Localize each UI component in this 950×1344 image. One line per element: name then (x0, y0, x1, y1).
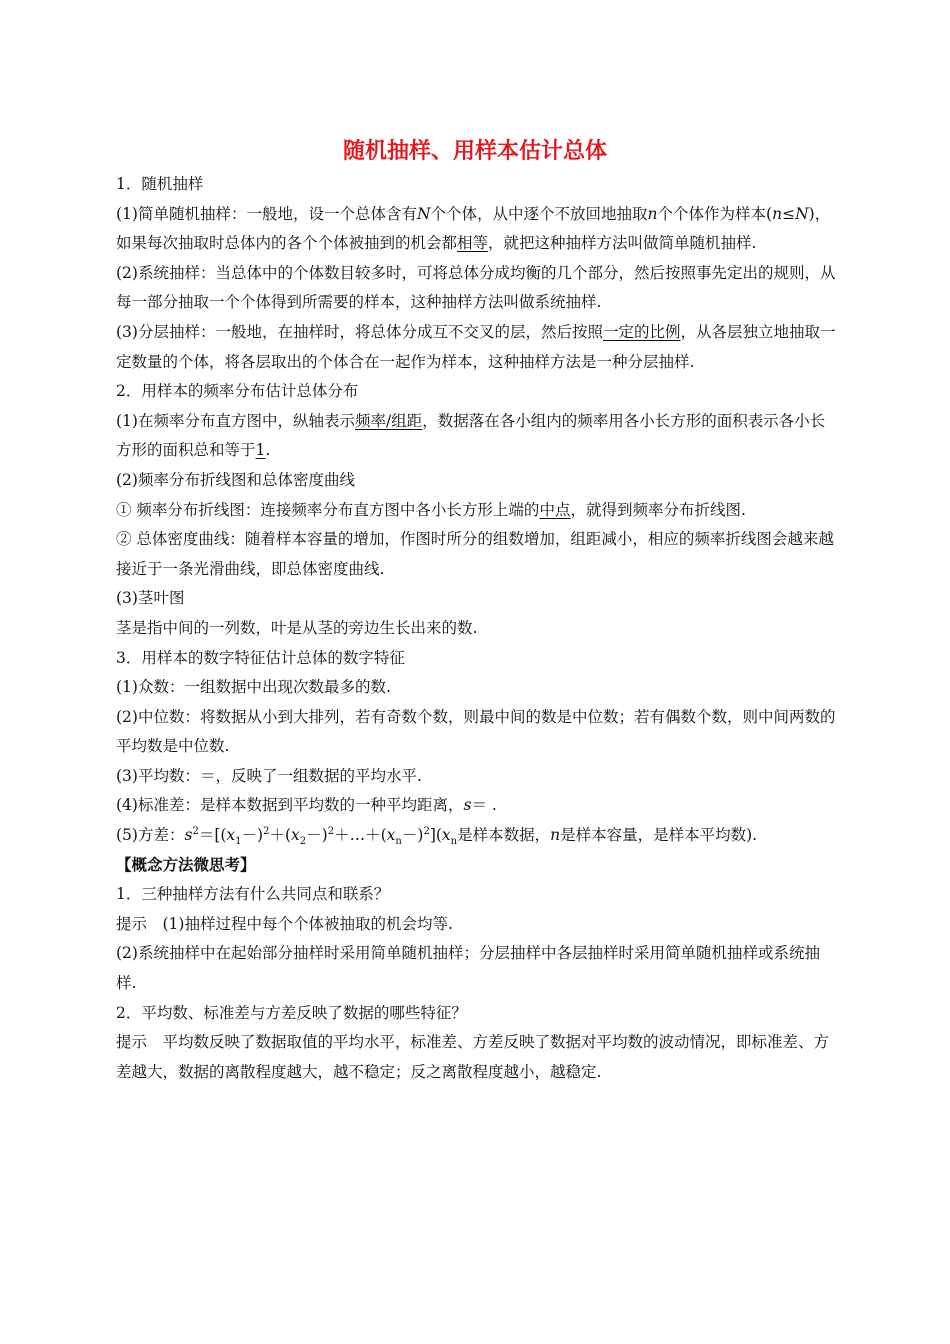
var-n: n (647, 204, 658, 223)
question-2: 2．平均数、标准差与方差反映了数据的哪些特征？ (116, 1003, 467, 1022)
text: －) (306, 826, 328, 845)
answer-1: 提示 (1)抽样过程中每个个体被抽取的机会均等. (116, 914, 453, 933)
question-1: 1．三种抽样方法有什么共同点和联系？ (116, 885, 390, 904)
underlined-answer: 频率/组距 (354, 411, 423, 430)
text: ＋( (269, 826, 292, 845)
text: 个个体作为样本( (657, 204, 773, 223)
text: ≤ (782, 204, 796, 223)
text: ]( (429, 826, 442, 845)
var-s: s (184, 826, 193, 845)
underlined-answer: 一定的比例 (602, 322, 681, 341)
underlined-answer: 中点 (539, 500, 571, 519)
text: ＋…＋( (334, 826, 387, 845)
text: )，如果每次抽取时总体内的各个个体被抽到的机会都 (116, 204, 831, 253)
text: ，从各层独立地抽取一定数量的个体，将各层取出的个体合在一起作为样本，这种抽样方法是一种分层抽样. (116, 322, 836, 371)
var-x: x (291, 826, 300, 845)
var-s: s (463, 796, 472, 815)
variance-definition (116, 821, 836, 851)
stem-leaf-text: 茎是指中间的一列数，叶是从茎的旁边生长出来的数. (116, 618, 478, 637)
text: －) (241, 826, 264, 845)
superscript: 2 (192, 825, 199, 837)
answer-1-part-2: (2)系统抽样中在起始部分抽样时采用简单随机抽样；分层抽样中各层抽样时采用简单随机抽样或系统抽样. (116, 944, 820, 993)
polygon-density-heading: (2)频率分布折线图和总体密度曲线 (116, 470, 355, 489)
var-n: n (772, 204, 783, 223)
text: ，就得到频率分布折线图. (570, 500, 746, 519)
subscript: 1 (235, 836, 242, 848)
var-x: x (226, 826, 236, 845)
section-1-heading: 1．随机抽样 (116, 175, 204, 193)
text: (5)方差： (116, 826, 185, 845)
subscript: n (450, 836, 458, 848)
text: (3)分层抽样：一般地，在抽样时，将总体分成互不交叉的层，然后按照 (116, 322, 603, 341)
superscript: 2 (327, 825, 335, 837)
document-body (116, 170, 836, 1087)
text: －) (401, 826, 424, 845)
underlined-answer: 相等 (457, 234, 489, 253)
page-title: 随机抽样、用样本估计总体 (342, 139, 607, 164)
text: 是样本容量，是样本平均数). (560, 826, 758, 845)
text: ，就把这种抽样方法叫做简单随机抽样. (488, 234, 757, 253)
var-N: N (795, 204, 809, 223)
answer-2: 提示 平均数反映了数据取值的平均水平，标准差、方差反映了数据对平均数的波动情况，即标准差、方差越大，数据的离散程度越大，越不稳定；反之离散程度越小，越稳定. (116, 1033, 830, 1081)
systematic-sampling: (2)系统抽样：当总体中的个体数目较多时，可将总体分成均衡的几个部分，然后按照事先定出的规则，从每一部分抽取一个个体得到所需要的样本，这种抽样方法叫做系统抽样. (116, 263, 836, 312)
underlined-answer: 1 (255, 441, 266, 460)
superscript: 2 (423, 825, 430, 837)
std-definition (116, 791, 836, 821)
stem-leaf-heading: (3)茎叶图 (116, 589, 185, 608)
text: ＝ . (471, 796, 497, 815)
histogram-paragraph (116, 407, 836, 466)
median-definition: (2)中位数：将数据从小到大排列，若有奇数个数，则最中间的数是中位数；若有偶数个数，则中间两数的平均数是中位数. (116, 707, 836, 756)
stratified-sampling (116, 318, 836, 377)
frequency-polygon (116, 496, 836, 526)
superscript: 2 (263, 825, 270, 837)
think-heading: 【概念方法微思考】 (116, 855, 256, 874)
text: ，数据落在各小组内的频率用各小长方形的面积表示各小长方形的面积总和等于 (116, 411, 826, 460)
text: (4)标准差：是样本数据到平均数的一种平均距离， (116, 796, 464, 815)
subscript: 2 (299, 836, 307, 848)
text: (1)在频率分布直方图中，纵轴表示 (116, 411, 355, 430)
text: 是样本数据， (457, 826, 551, 845)
simple-random-sampling (116, 200, 836, 259)
var-N: N (416, 204, 431, 223)
var-n: n (550, 826, 561, 845)
section-2-heading: 2．用样本的频率分布估计总体分布 (116, 382, 359, 401)
text: ＝[( (198, 826, 227, 845)
text: 个个体，从中逐个不放回地抽取 (430, 204, 648, 223)
text: (1)简单随机抽样：一般地，设一个总体含有 (116, 204, 417, 223)
text: ① 频率分布折线图：连接频率分布直方图中各小长方形上端的 (116, 500, 540, 519)
var-x: x (441, 826, 451, 845)
text: . (265, 441, 271, 460)
density-curve: ② 总体密度曲线：随着样本容量的增加，作图时所分的组数增加，组距减小，相应的频率折线图会越来越接近于一条光滑曲线，即总体密度曲线. (116, 530, 834, 578)
mode-definition: (1)众数：一组数据中出现次数最多的数. (116, 678, 391, 697)
mean-definition: (3)平均数：＝，反映了一组数据的平均水平. (116, 766, 422, 785)
var-x: x (386, 826, 396, 845)
subscript: n (395, 836, 402, 848)
section-3-heading: 3．用样本的数字特征估计总体的数字特征 (116, 648, 405, 667)
